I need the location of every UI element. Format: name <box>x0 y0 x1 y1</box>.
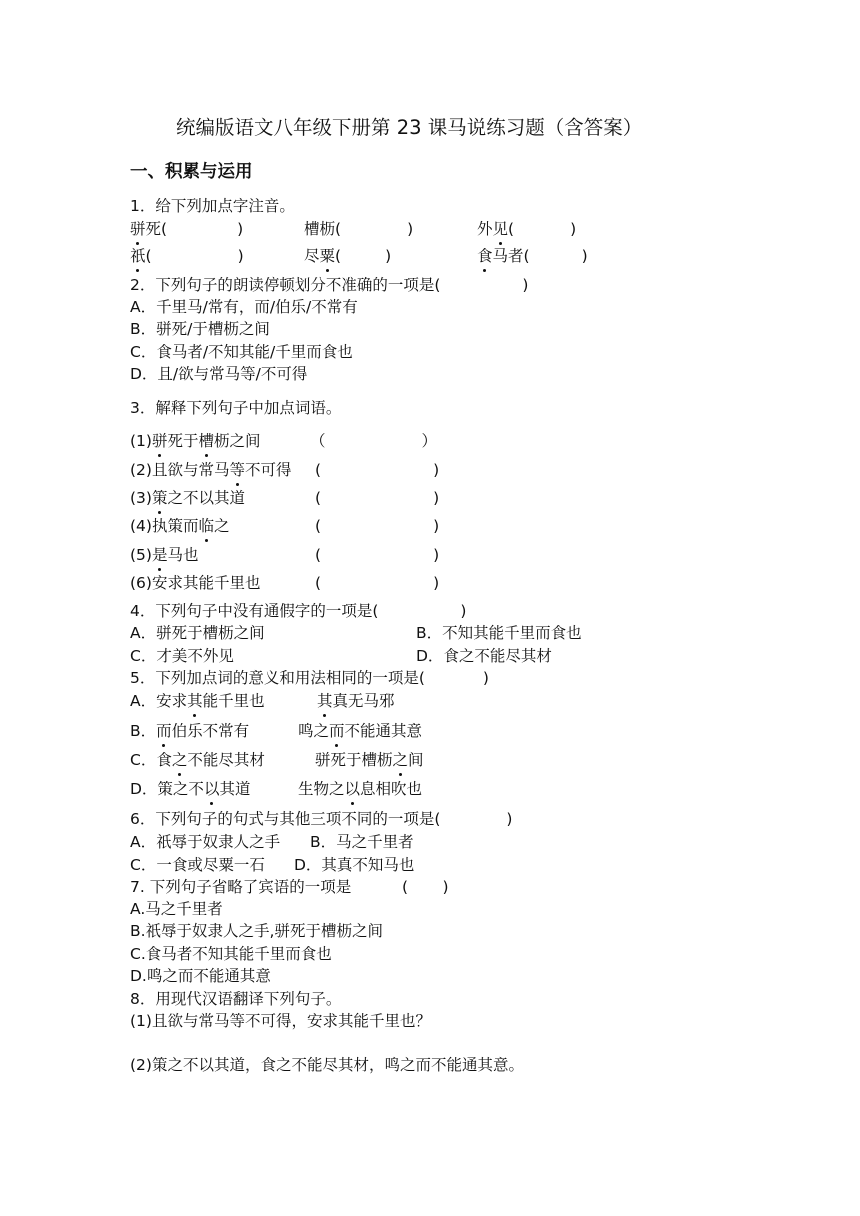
option: C．才美不外见 <box>130 647 234 665</box>
answer-blank: ( ) <box>402 878 449 896</box>
q3-item-text: (6)安求其能千里也 <box>130 574 261 592</box>
option: C．食马者/不知其能/千里而食也 <box>130 343 353 361</box>
q3-item-text: (5)是马也 <box>130 546 199 564</box>
page-title: 统编版语文八年级下册第 23 课马说练习题（含答案） <box>176 116 643 139</box>
option-compare: 生物之以息相吹也 <box>298 780 423 798</box>
option: C.食马者不知其能千里而食也 <box>130 945 332 963</box>
option: C．一食或尽粟一石 <box>130 856 265 874</box>
question-7-stem: 7. 下列句子省略了宾语的一项是 <box>130 878 352 896</box>
question-8-stem: 8．用现代汉语翻译下列句子。 <box>130 990 342 1008</box>
option: D．策之不以其道 <box>130 780 251 798</box>
option: D．其真不知马也 <box>294 856 415 874</box>
option-compare: 鸣之而不能通其意 <box>298 722 423 740</box>
option: A.马之千里者 <box>130 900 223 918</box>
option-compare: 其真无马邪 <box>317 692 395 710</box>
q1-item: 骈死( ) <box>130 220 244 238</box>
question-6-stem: 6．下列句子的句式与其他三项不同的一项是( ) <box>130 810 513 828</box>
q1-item: 尽粟( ) <box>304 247 392 265</box>
question-2-stem: 2．下列句子的朗读停顿划分不准确的一项是( ) <box>130 276 529 294</box>
answer-blank: ( ) <box>315 574 440 592</box>
option: A．安求其能千里也 <box>130 692 265 710</box>
option: B．而伯乐不常有 <box>130 722 250 740</box>
q3-item-text: (3)策之不以其道 <box>130 489 245 507</box>
answer-blank: ( ) <box>315 517 440 535</box>
section-heading: 一、积累与运用 <box>130 162 253 182</box>
q1-item: 外见( ) <box>477 220 577 238</box>
q1-item: 食马者( ) <box>477 247 588 265</box>
translation-item: (1)且欲与常马等不可得，安求其能千里也？ <box>130 1012 431 1030</box>
q3-item-text: (1)骈死于槽枥之间 <box>130 432 261 450</box>
option: A．千里马/常有，而/伯乐/不常有 <box>130 298 358 316</box>
answer-blank: ( ) <box>315 489 440 507</box>
option: D.鸣之而不能通其意 <box>130 967 271 985</box>
option: A．骈死于槽枥之间 <box>130 624 265 642</box>
option: A．祇辱于奴隶人之手 <box>130 833 281 851</box>
option: B．骈死/于槽枥之间 <box>130 320 270 338</box>
q3-item-text: (4)执策而临之 <box>130 517 230 535</box>
answer-blank: ( ) <box>315 546 440 564</box>
option: B．马之千里者 <box>310 833 414 851</box>
option: D．食之不能尽其材 <box>416 647 552 665</box>
option: D．且/欲与常马等/不可得 <box>130 365 308 383</box>
question-4-stem: 4．下列句子中没有通假字的一项是( ) <box>130 602 467 620</box>
option: B.祇辱于奴隶人之手,骈死于槽枥之间 <box>130 922 383 940</box>
question-1-stem: 1．给下列加点字注音。 <box>130 197 295 215</box>
option-compare: 骈死于槽枥之间 <box>315 751 424 769</box>
option: B．不知其能千里而食也 <box>416 624 582 642</box>
q3-item-text: (2)且欲与常马等不可得 <box>130 461 292 479</box>
translation-item: (2)策之不以其道，食之不能尽其材，鸣之而不能通其意。 <box>130 1056 524 1074</box>
question-5-stem: 5．下列加点词的意义和用法相同的一项是( ) <box>130 669 489 687</box>
option: C．食之不能尽其材 <box>130 751 265 769</box>
q1-item: 祇( ) <box>130 247 244 265</box>
question-3-stem: 3．解释下列句子中加点词语。 <box>130 399 342 417</box>
answer-blank: （ ） <box>310 432 438 450</box>
answer-blank: ( ) <box>315 461 440 479</box>
q1-item: 槽枥( ) <box>304 220 414 238</box>
